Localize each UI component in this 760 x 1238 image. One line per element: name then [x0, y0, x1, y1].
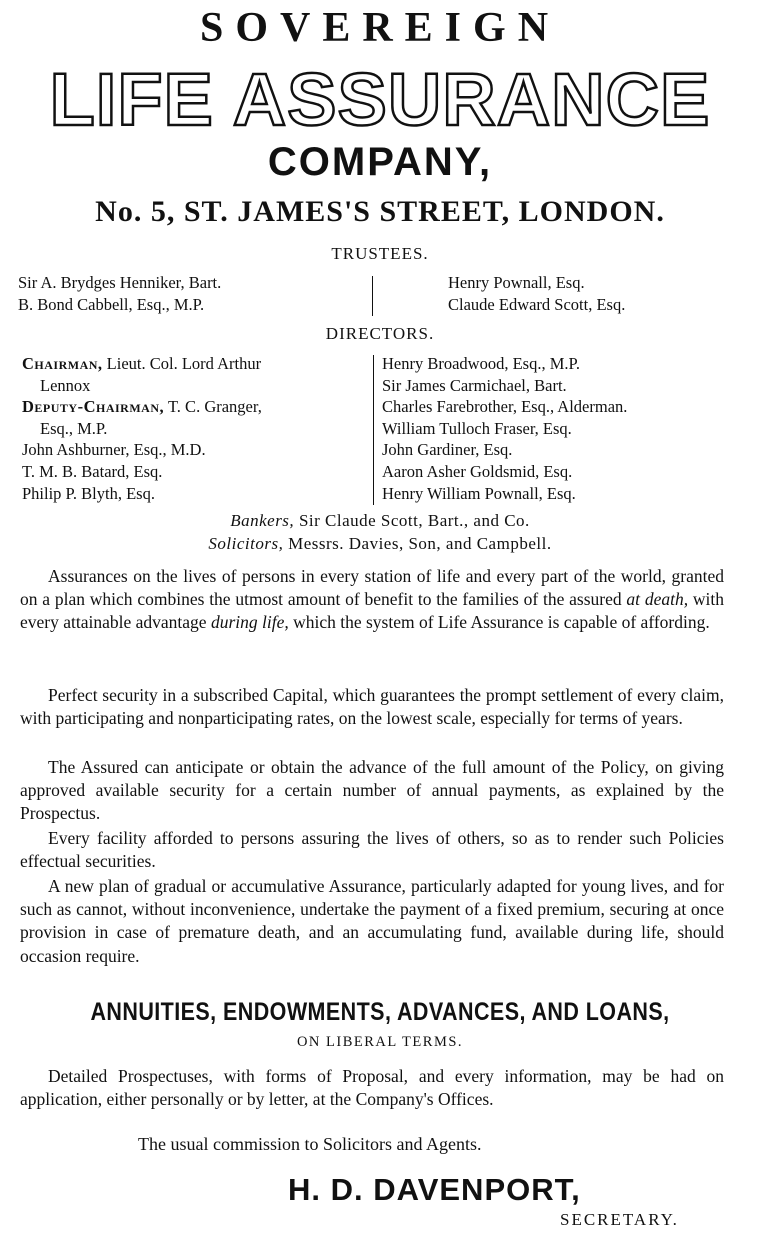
solicitors-line: Solicitors, Messrs. Davies, Son, and Campbell.	[208, 534, 552, 553]
list-item: John Ashburner, Esq., M.D.	[22, 440, 206, 460]
annuities-heading: ANNUITIES, ENDOWMENTS, ADVANCES, AND LOANS,	[90, 998, 670, 1026]
solicitors-label: Solicitors,	[208, 534, 284, 553]
list-item: Henry Broadwood, Esq., M.P.	[382, 354, 580, 373]
paragraph-assurances: Assurances on the lives of persons in every station of life and every part of the world, granted on a plan which combines the utmost amount of benefit to the families of the assured at death, with every attainable advantage during life, which the system of Life Assurance is capable of affording.	[20, 566, 725, 633]
list-item: Philip P. Blyth, Esq.	[22, 483, 155, 503]
chairman-title: Chairman,	[22, 354, 103, 373]
paragraph-new-plan: A new plan of gradual or accumulative Assurance, particularly adapted for young lives, and for such as cannot, without inconvenience, undertake the payment of a fixed premium, securing at once provision in case of premature death, and an accumulating fund, available during life, should occasion require.	[20, 876, 724, 966]
list-item: Esq., M.P.	[40, 418, 108, 438]
list-item: Deputy-Chairman, T. C. Granger,	[22, 397, 262, 417]
signatory-name: H. D. DAVENPORT,	[288, 1172, 581, 1207]
list-item: John Gardiner, Esq.	[382, 440, 513, 460]
trustees-left-list	[18, 272, 221, 315]
list-item: Chairman, Lieut. Col. Lord Arthur	[22, 354, 262, 373]
signatory-title: SECRETARY.	[560, 1210, 679, 1229]
paragraph-prospectus: Detailed Prospectuses, with forms of Proposal, and every information, may be had on application, either personally or by letter, at the Company's Offices.	[20, 1066, 724, 1110]
annuities-subheading: ON LIBERAL TERMS.	[296, 1034, 464, 1050]
list-item: Henry William Pownall, Esq.	[382, 483, 576, 503]
commission-line: The usual commission to Solicitors and Agents.	[138, 1134, 482, 1154]
title-life-assurance: LIFE ASSURANCE	[49, 58, 711, 141]
list-item: Sir A. Brydges Henniker, Bart.	[18, 273, 222, 292]
trustees-divider	[372, 276, 373, 316]
trustees-heading: TRUSTEES.	[331, 244, 429, 263]
list-item: Charles Farebrother, Esq., Alderman.	[382, 397, 628, 417]
directors-divider	[373, 355, 374, 505]
deputy-chairman-title: Deputy-Chairman,	[22, 397, 165, 417]
paragraph-advance: The Assured can anticipate or obtain the advance of the full amount of the Policy, on giving approved available security for a certain number of annual payments, as explained by the Prospectus.	[20, 757, 724, 824]
directors-left-list	[22, 353, 262, 504]
list-item: William Tulloch Fraser, Esq.	[382, 418, 572, 438]
list-item: Henry Pownall, Esq.	[448, 273, 585, 292]
bankers-line: Bankers, Sir Claude Scott, Bart., and Co.	[230, 511, 530, 530]
list-item: B. Bond Cabbell, Esq., M.P.	[18, 294, 205, 314]
address: No. 5, ST. JAMES'S STREET, LONDON.	[95, 195, 665, 228]
list-item: Lennox	[40, 375, 91, 395]
directors-heading: DIRECTORS.	[325, 324, 435, 343]
bankers-label: Bankers,	[230, 511, 295, 530]
directors-right-list	[382, 353, 627, 504]
list-item: T. M. B. Batard, Esq.	[22, 461, 163, 481]
list-item: Sir James Carmichael, Bart.	[382, 375, 567, 395]
list-item: Claude Edward Scott, Esq.	[448, 294, 626, 314]
paragraph-security: Perfect security in a subscribed Capital, which guarantees the prompt settlement of every claim, with participating and nonparticipating rates, on the lowest scale, especially for terms of years.	[20, 685, 724, 729]
title-company: COMPANY,	[267, 140, 493, 184]
title-sovereign: SOVEREIGN	[199, 5, 561, 51]
list-item: Aaron Asher Goldsmid, Esq.	[382, 461, 573, 481]
trustees-right-list	[448, 272, 625, 315]
paragraph-facility: Every facility afforded to persons assuring the lives of others, so as to render such Policies effectual securities.	[20, 828, 724, 872]
